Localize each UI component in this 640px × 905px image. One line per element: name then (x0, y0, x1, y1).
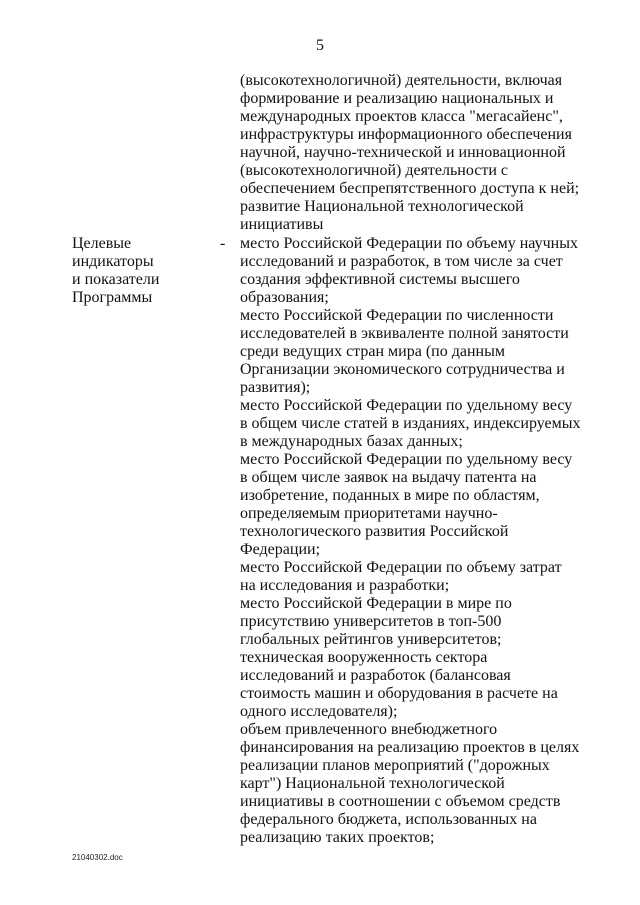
indicator-line: Федерации; (240, 541, 321, 558)
text-line: (высокотехнологичной) деятельности, включая (240, 72, 563, 89)
indicator-line: определяемым приоритетами научно- (240, 505, 498, 522)
indicator-line: среди ведущих стран мира (по данным (240, 343, 505, 360)
indicator-line: создания эффективной системы высшего (240, 271, 520, 288)
text-line: инфраструктуры информационного обеспечения (240, 126, 572, 143)
indicator-line: исследований и разработок, в том числе за счет (240, 253, 563, 270)
indicator-line: Организации экономического сотрудничества и (240, 361, 565, 378)
text-line: (высокотехнологичной) деятельности с (240, 162, 509, 179)
section-label-line: индикаторы (72, 253, 154, 270)
text-line: инициативы (240, 216, 324, 233)
section-dash: - (220, 235, 226, 252)
indicator-line: место Российской Федерации по удельному весу (240, 397, 573, 414)
indicator-line: изобретение, поданных в мире по областям, (240, 487, 540, 504)
indicator-line: место Российской Федерации по удельному весу (240, 451, 573, 468)
indicator-line: в общем числе статей в изданиях, индексируемых (240, 415, 581, 432)
text-line: международных проектов класса "мегасайенс", (240, 108, 563, 125)
page-number: 5 (316, 37, 324, 54)
indicator-line: место Российской Федерации по объему научных (240, 235, 578, 252)
section-label-line: Целевые (72, 235, 132, 252)
text-line: развитие Национальной технологической (240, 198, 524, 215)
indicator-line: инициативы в соотношении с объемом средств (240, 793, 561, 810)
text-line: научной, научно-технической и инновационной (240, 144, 566, 161)
indicator-line: одного исследователя); (240, 703, 398, 720)
indicator-line: реализации планов мероприятий ("дорожных (240, 757, 550, 774)
indicator-line: технологического развития Российской (240, 523, 509, 540)
indicator-line: образования; (240, 289, 329, 306)
text-line: формирование и реализацию национальных и (240, 90, 554, 107)
indicator-line: место Российской Федерации в мире по (240, 595, 512, 612)
indicator-line: место Российской Федерации по объему затрат (240, 559, 562, 576)
indicator-line: присутствию университетов в топ-500 (240, 613, 502, 630)
indicator-line: исследователей в эквиваленте полной занятости (240, 325, 569, 342)
section-label (72, 235, 202, 307)
indicator-line: развития); (240, 379, 311, 396)
indicator-line: стоимость машин и оборудования в расчете на (240, 685, 558, 702)
indicator-line: реализацию таких проектов; (240, 829, 435, 846)
indicator-line: исследований и разработок (балансовая (240, 667, 511, 684)
indicator-line: федерального бюджета, использованных на (240, 811, 537, 828)
indicator-line: в международных базах данных; (240, 433, 463, 450)
section-label-line: и показатели (72, 271, 160, 288)
text-line: обеспечением беспрепятственного доступа к ней; (240, 180, 580, 197)
section-content (240, 235, 585, 847)
footer-filename: 21040302.doc (72, 853, 123, 862)
continuation-text (240, 72, 580, 234)
indicator-line: финансирования на реализацию проектов в целях (240, 739, 580, 756)
indicator-line: карт") Национальной технологической (240, 775, 505, 792)
indicator-line: на исследования и разработки; (240, 577, 450, 594)
indicator-line: глобальных рейтингов университетов; (240, 631, 502, 648)
indicator-line: в общем числе заявок на выдачу патента на (240, 469, 537, 486)
indicator-line: место Российской Федерации по численности (240, 307, 554, 324)
section-label-line: Программы (72, 289, 153, 306)
indicator-line: объем привлеченного внебюджетного (240, 721, 498, 738)
indicator-line: техническая вооруженность сектора (240, 649, 488, 666)
